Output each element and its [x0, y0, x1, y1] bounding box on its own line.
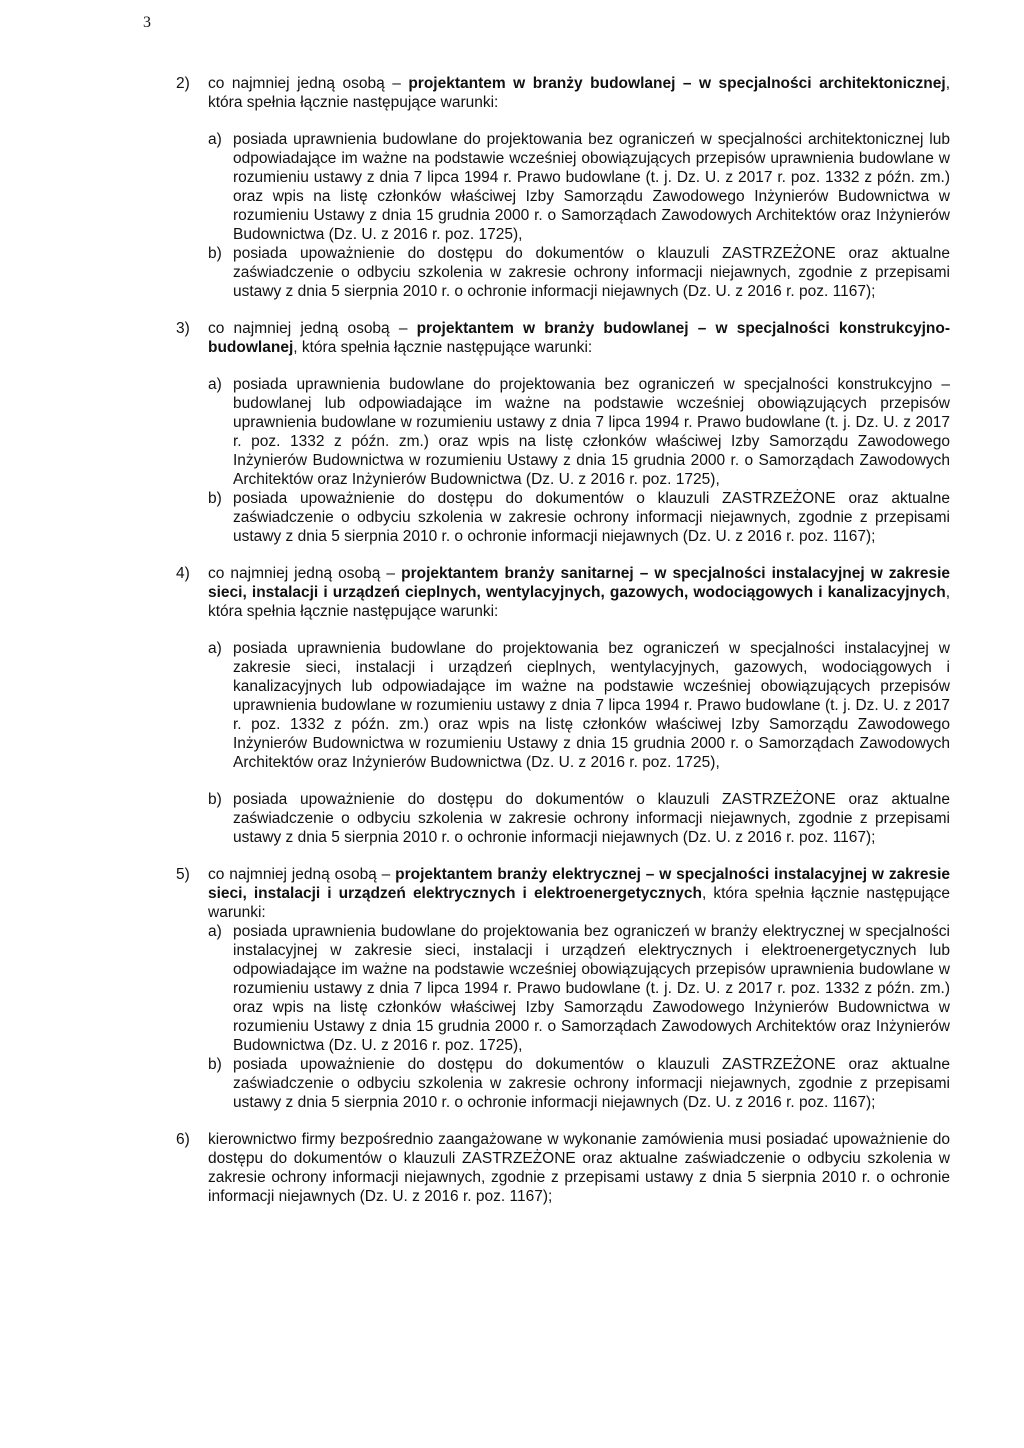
item-number: 2)	[176, 75, 190, 92]
sub-text: posiada uprawnienia budowlane do projektowania bez ograniczeń w specjalności konstrukcyjno – budowlanej lub odpowiadające im ważne na podstawie wcześniej obowiązujących przepisów uprawnienia budowlane w rozumieniu ustawy z dnia 7 lipca 1994 r. Prawo budowlane (t. j. Dz. U. z 2017 r. poz. 1332 z późn. zm.) oraz wpis na listę członków właściwej Izby Samorządu Zawodowego Inżynierów Budownictwa w rozumieniu Ustawy z dnia 15 grudnia 2000 r. o Samorządach Zawodowych Architektów oraz Inżynierów Budownictwa (Dz. U. z 2016 r. poz. 1725),	[233, 376, 950, 488]
item-number: 5)	[176, 866, 190, 883]
sub-letter: b)	[208, 245, 222, 262]
sub-list	[208, 375, 950, 546]
item-number: 4)	[176, 565, 190, 582]
page-number: 3	[143, 14, 151, 31]
item-text: kierownictwo firmy bezpośrednio zaangażowane w wykonanie zamówienia musi posiadać upoważnienie do dostępu do dokumentów o klauzuli ZASTRZEŻONE oraz aktualne zaświadczenie o odbyciu szkolenia w zakresie ochrony informacji niejawnych, zgodnie z przepisami ustawy z dnia 5 sierpnia 2010 r. o ochronie informacji niejawnych (Dz. U. z 2016 r. poz. 1167);	[208, 1131, 950, 1205]
intro-bold-text: projektantem w branży budowlanej – w specjalności konstrukcyjno-budowlanej	[208, 320, 950, 356]
sub-letter: a)	[208, 923, 222, 940]
sub-text: posiada upoważnienie do dostępu do dokumentów o klauzuli ZASTRZEŻONE oraz aktualne zaświadczenie o odbyciu szkolenia w zakresie ochrony informacji niejawnych, zgodnie z przepisami ustawy z dnia 5 sierpnia 2010 r. o ochronie informacji niejawnych (Dz. U. z 2016 r. poz. 1167);	[233, 490, 950, 545]
sub-item-b	[208, 790, 950, 847]
item-body	[208, 865, 950, 1112]
sub-item-a	[208, 130, 950, 244]
intro-text-tail: , która spełnia łącznie następujące warunki:	[293, 339, 593, 356]
sub-text: posiada uprawnienia budowlane do projektowania bez ograniczeń w specjalności instalacyjnej w zakresie sieci, instalacji i urządzeń cieplnych, wentylacyjnych, gazowych, wodociągowych i kanalizacyjnych lub odpowiadające im ważne na podstawie wcześniej obowiązujących przepisów uprawnienia budowlane w rozumieniu ustawy z dnia 7 lipca 1994 r. Prawo budowlane (t. j. Dz. U. z 2017 r. poz. 1332 z późn. zm.) oraz wpis na listę członków właściwej Izby Samorządu Zawodowego Inżynierów Budownictwa w rozumieniu Ustawy z dnia 15 grudnia 2000 r. o Samorządach Zawodowych Architektów oraz Inżynierów Budownictwa (Dz. U. z 2016 r. poz. 1725),	[233, 640, 950, 771]
sub-item-a	[208, 922, 950, 1055]
sub-letter: b)	[208, 490, 222, 507]
intro-text-tail: , która spełnia łącznie następujące warunki:	[208, 885, 951, 921]
sub-letter: a)	[208, 640, 222, 657]
sub-letter: b)	[208, 791, 222, 808]
item-body	[208, 564, 950, 847]
sub-text: posiada uprawnienia budowlane do projektowania bez ograniczeń w specjalności architektonicznej lub odpowiadające im ważne na podstawie wcześniej obowiązujących przepisów uprawnienia budowlane w rozumieniu ustawy z dnia 7 lipca 1994 r. Prawo budowlane (t. j. Dz. U. z 2017 r. poz. 1332 z późn. zm.) oraz wpis na listę członków właściwej Izby Samorządu Zawodowego Inżynierów Budownictwa w rozumieniu Ustawy z dnia 15 grudnia 2000 r. o Samorządach Zawodowych Architektów oraz Inżynierów Budownictwa (Dz. U. z 2016 r. poz. 1725),	[233, 131, 950, 243]
item-number: 6)	[176, 1131, 190, 1148]
intro-bold-text: projektantem branży sanitarnej – w specjalności instalacyjnej w zakresie sieci, instalacji i urządzeń cieplnych, wentylacyjnych, gazowych, wodociągowych i kanalizacyjnych	[208, 565, 950, 601]
item-body	[208, 74, 950, 301]
list-item-2	[176, 74, 950, 301]
list-item-4	[176, 564, 950, 847]
intro-text: co najmniej jedną osobą –	[208, 565, 402, 582]
sub-letter: a)	[208, 376, 222, 393]
sub-item-a	[208, 375, 950, 489]
sub-list	[208, 130, 950, 301]
list-item-5	[176, 865, 950, 1112]
sub-letter: a)	[208, 131, 222, 148]
list-item-3	[176, 319, 950, 546]
sub-item-b	[208, 244, 950, 301]
intro-bold-text: projektantem w branży budowlanej – w specjalności architektonicznej	[408, 75, 946, 92]
item-intro	[208, 564, 950, 621]
item-intro	[208, 74, 950, 112]
sub-item-b	[208, 1055, 950, 1112]
document-body	[176, 74, 950, 1224]
list-item-6	[176, 1130, 950, 1206]
intro-text: co najmniej jedną osobą –	[208, 75, 409, 92]
item-number: 3)	[176, 320, 190, 337]
intro-text-tail: , która spełnia łącznie następujące warunki:	[208, 75, 950, 111]
sub-text: posiada upoważnienie do dostępu do dokumentów o klauzuli ZASTRZEŻONE oraz aktualne zaświadczenie o odbyciu szkolenia w zakresie ochrony informacji niejawnych, zgodnie z przepisami ustawy z dnia 5 sierpnia 2010 r. o ochronie informacji niejawnych (Dz. U. z 2016 r. poz. 1167);	[233, 791, 950, 846]
sub-item-a	[208, 639, 950, 772]
sub-text: posiada upoważnienie do dostępu do dokumentów o klauzuli ZASTRZEŻONE oraz aktualne zaświadczenie o odbyciu szkolenia w zakresie ochrony informacji niejawnych, zgodnie z przepisami ustawy z dnia 5 sierpnia 2010 r. o ochronie informacji niejawnych (Dz. U. z 2016 r. poz. 1167);	[233, 1056, 950, 1111]
intro-text-tail: , która spełnia łącznie następujące warunki:	[208, 584, 950, 620]
sub-item-b	[208, 489, 950, 546]
item-intro	[208, 319, 950, 357]
sub-list	[208, 639, 950, 847]
item-body	[208, 319, 950, 546]
sub-list	[208, 922, 950, 1112]
sub-letter: b)	[208, 1056, 222, 1073]
sub-text: posiada uprawnienia budowlane do projektowania bez ograniczeń w branży elektrycznej w specjalności instalacyjnej w zakresie sieci, instalacji i urządzeń elektrycznych i elektroenergetycznych lub odpowiadające im ważne na podstawie wcześniej obowiązujących przepisów uprawnienia budowlane w rozumieniu ustawy z dnia 7 lipca 1994 r. Prawo budowlane (t. j. Dz. U. z 2017 r. poz. 1332 z późn. zm.) oraz wpis na listę członków właściwej Izby Samorządu Zawodowego Inżynierów Budownictwa w rozumieniu Ustawy z dnia 15 grudnia 2000 r. o Samorządach Zawodowych Architektów oraz Inżynierów Budownictwa (Dz. U. z 2016 r. poz. 1725),	[233, 923, 950, 1054]
item-intro	[208, 865, 950, 922]
sub-text: posiada upoważnienie do dostępu do dokumentów o klauzuli ZASTRZEŻONE oraz aktualne zaświadczenie o odbyciu szkolenia w zakresie ochrony informacji niejawnych, zgodnie z przepisami ustawy z dnia 5 sierpnia 2010 r. o ochronie informacji niejawnych (Dz. U. z 2016 r. poz. 1167);	[233, 245, 950, 300]
intro-text: co najmniej jedną osobą –	[208, 866, 396, 883]
intro-bold-text: projektantem branży elektrycznej – w specjalności instalacyjnej w zakresie sieci, instalacji i urządzeń elektrycznych i elektroenergetycznych	[208, 866, 951, 902]
intro-text: co najmniej jedną osobą –	[208, 320, 417, 337]
